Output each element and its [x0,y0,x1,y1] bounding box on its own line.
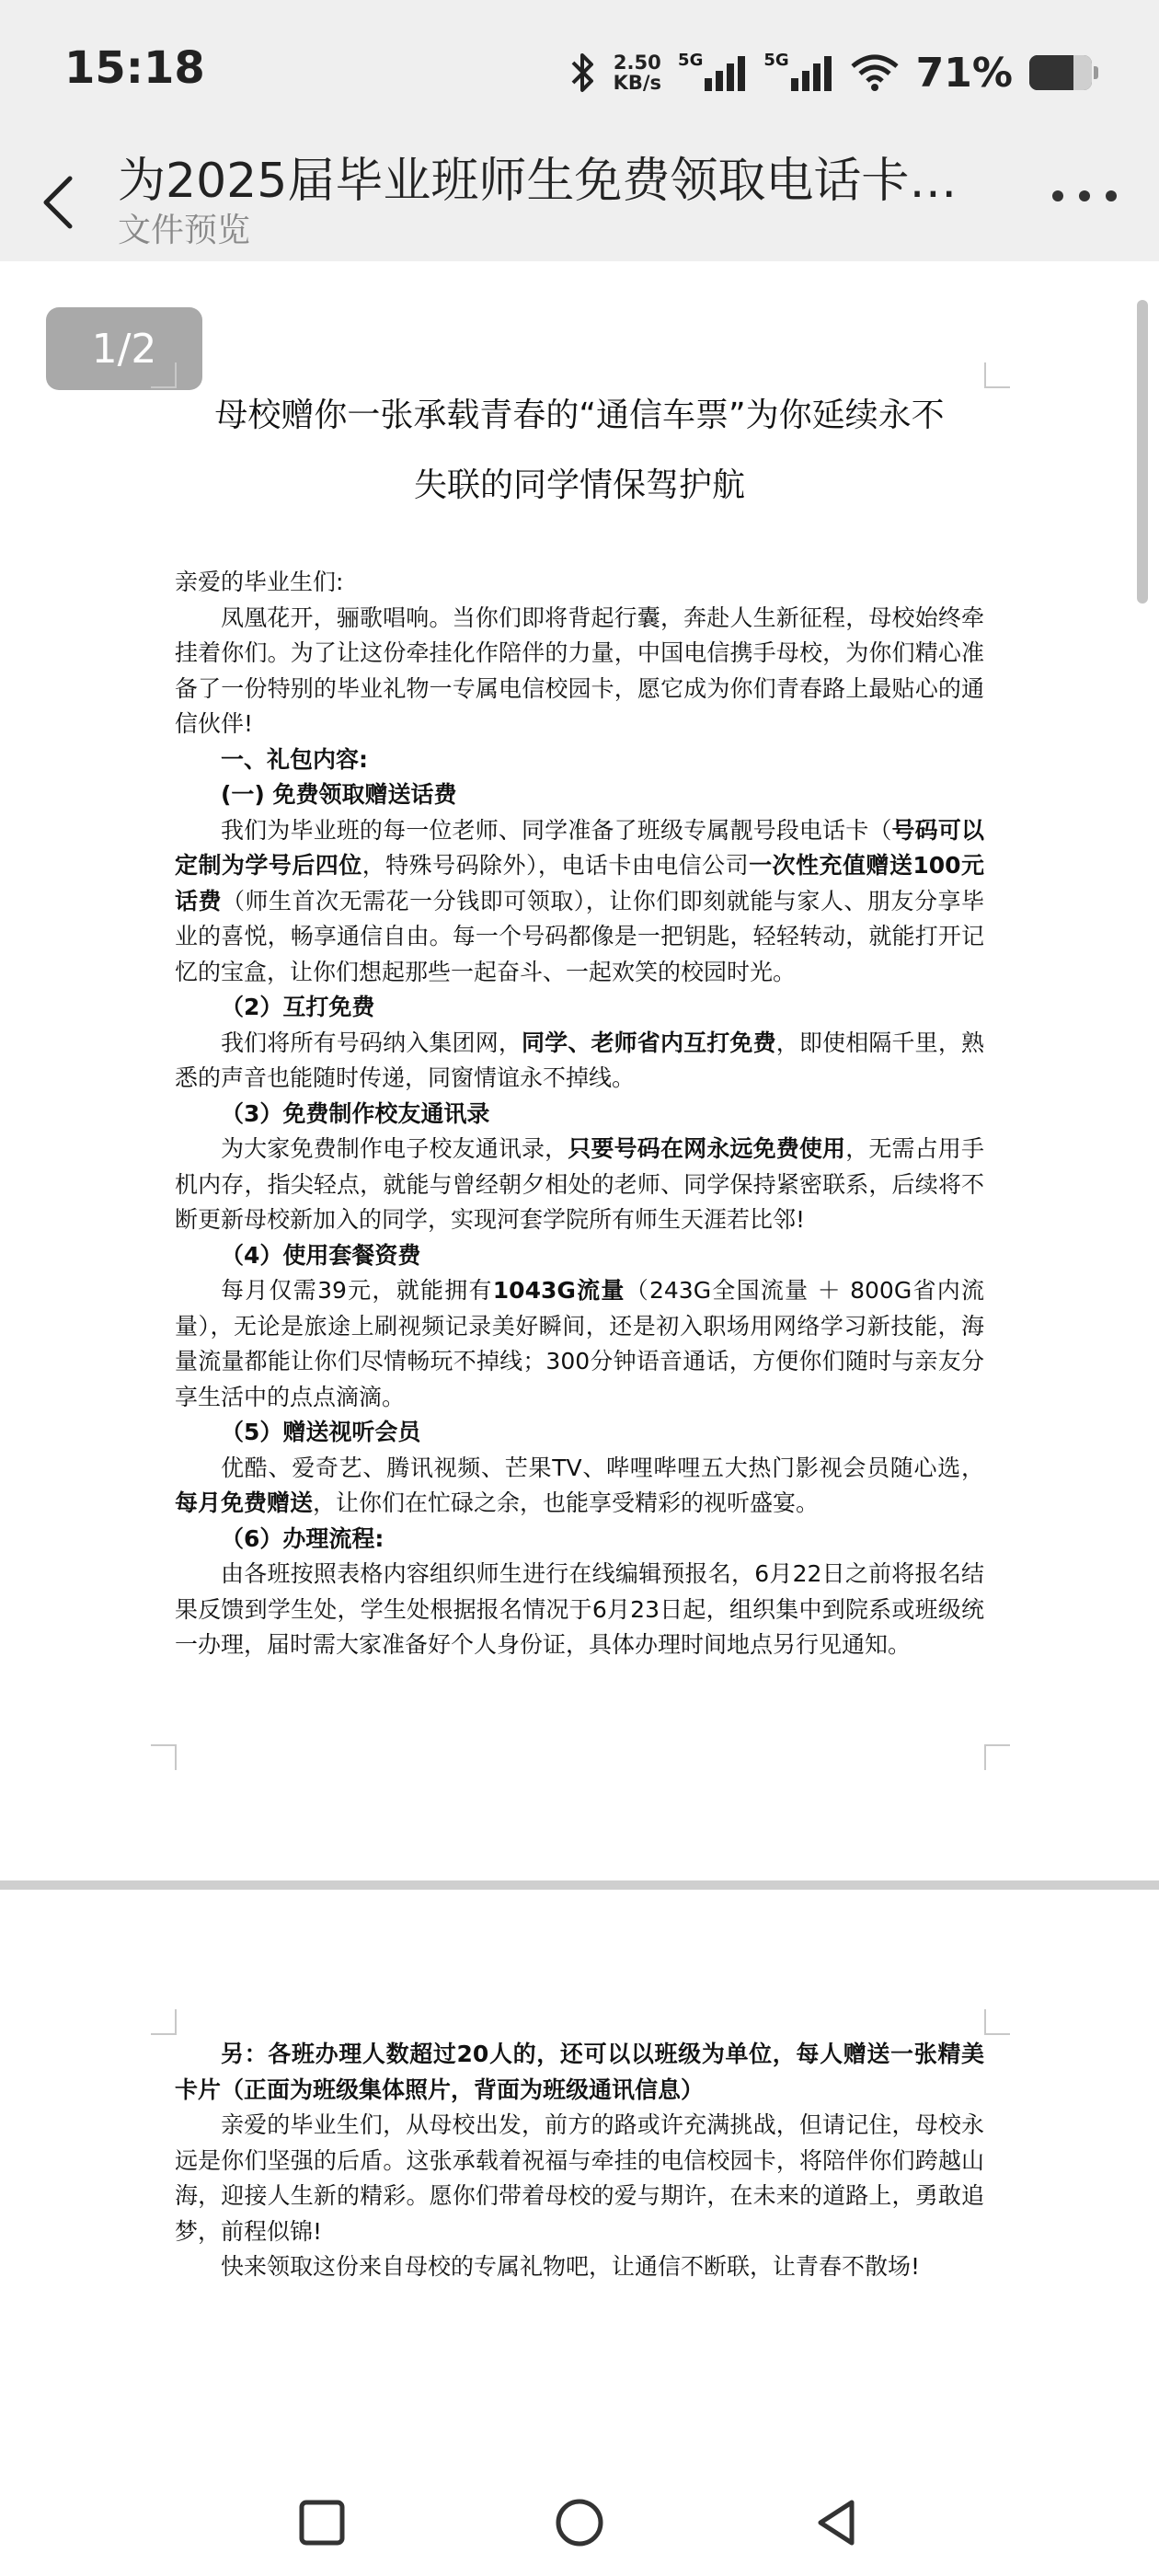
triangle-back-icon [809,2495,865,2550]
document-subtitle: 文件预览 [118,212,251,249]
intro-paragraph: 凤凰花开，骊歌唱响。当你们即将背起行囊，奔赴人生新征程，母校始终牵挂着你们。为了让这份牵挂化作陪伴的力量，中国电信携手母校，为你们精心准备了一份特别的毕业礼物一专属电信校园卡，愿它成为你们青春路上最贴心的通信伙伴! [175,604,984,737]
item2-title: （2）互打免费 [221,994,375,1020]
closing-line: 快来领取这份来自母校的专属礼物吧，让通信不断联，让青春不散场! [221,2253,921,2280]
more-dots-icon [1079,190,1090,201]
crop-mark [151,2009,177,2035]
back-arrow-icon [33,164,88,237]
more-button[interactable] [1052,182,1117,210]
signal-label-1: 5G [678,51,704,70]
status-icons [569,40,1098,105]
item5-title: （5）赠送视听会员 [221,1419,421,1445]
scrollbar[interactable] [1137,300,1148,604]
page2-body [175,2037,984,2285]
item4-title: （4）使用套餐资费 [221,1241,421,1269]
page-separator [0,1880,1159,1890]
item6-title: （6）办理流程: [221,1524,384,1552]
item1-paragraph: 我们为毕业班的每一位老师、同学准备了班级专属靓号段电话卡（号码可以定制为学号后四位，特殊号码除外），电话卡由电信公司一次性充值赠送100元话费（师生首次无需花一分钱即可领取），让你们即刻就能与家人、朋友分享毕业的喜悦，畅享通信自由。每一个号码都像是一把钥匙，轻轻转动，就能打开记忆的宝盒，让你们想起那些一起奋斗、一起欢笑的校园时光。 [175,816,984,985]
item4-paragraph: 每月仅需39元，就能拥有1043G流量（243G全国流量 ＋ 800G省内流量），无论是旅途上刷视频记录美好瞬间，还是初入职场用网络学习新技能，海量流量都能让你们尽情畅玩不掉线；300分钟语音通话，方便你们随时与亲友分享生活中的点点滴滴。 [175,1277,985,1410]
nav-back-button[interactable] [809,2495,865,2554]
item5-paragraph: 优酷、爱奇艺、腾讯视频、芒果TV、哔哩哔哩五大热门影视会员随心选，每月免费赠送，让你们在忙碌之余，也能享受精彩的视听盛宴。 [175,1454,984,1516]
greeting: 亲爱的毕业生们: [175,569,344,595]
battery-percent: 71% [915,49,1013,97]
crop-mark [151,1744,177,1770]
crop-mark [151,362,177,388]
page-indicator: 1/2 [46,307,202,390]
document-viewer[interactable] [0,261,1159,2469]
battery-fill [1029,55,1073,90]
app-header [0,138,1159,261]
wifi-icon [850,53,900,92]
document-title: 为2025届毕业班师生免费领取电话卡… [118,154,958,209]
crop-mark [984,362,1010,388]
home-button[interactable] [552,2495,607,2554]
item2-paragraph: 我们将所有号码纳入集团网，同学、老师省内互打免费，即使相隔千里，熟悉的声音也能随时传递，同窗情谊永不掉线。 [175,1029,984,1091]
item3-title: （3）免费制作校友通讯录 [221,1099,490,1127]
back-button[interactable] [33,164,88,237]
item6-paragraph: 由各班按照表格内容组织师生进行在线编辑预报名，6月22日之前将报名结果反馈到学生处，学生处根据报名情况于6月23日起，组织集中到院系或班级统一办理，届时需大家准备好个人身份证，具体办理时间地点另行见通知。 [175,1560,984,1658]
more-dots-icon [1106,190,1117,201]
network-speed [614,52,661,93]
signal-icon [791,54,833,91]
square-icon [294,2495,350,2550]
extra-note: 另：各班办理人数超过20人的，还可以以班级为单位，每人赠送一张精美卡片（正面为班级集体照片，背面为班级通讯信息） [175,2041,984,2103]
signal-group-2 [763,51,832,91]
battery-icon [1029,55,1092,90]
network-speed-value: 2.50 [613,52,661,74]
closing-paragraph: 亲爱的毕业生们，从母校出发，前方的路或许充满挑战，但请记住，母校永远是你们坚强的后盾。这张承载着祝福与牵挂的电信校园卡，将陪伴你们跨越山海，迎接人生新的精彩。愿你们带着母校的爱与期许，在未来的道路上，勇敢追梦，前程似锦! [175,2111,984,2245]
page1-body [175,565,984,1663]
signal-icon [705,54,747,91]
signal-label-2: 5G [763,51,789,70]
item1-title: (一) 免费领取赠送话费 [221,781,457,808]
navigation-bar [0,2469,1159,2576]
crop-mark [984,2009,1010,2035]
more-dots-icon [1052,190,1063,201]
page1-title [175,381,984,521]
battery-empty [1073,55,1092,90]
bluetooth-icon [569,52,597,94]
page1-title-line2: 失联的同学情保驾护航 [413,466,745,504]
page1-title-line1: 母校赠你一张承载青春的“通信车票”为你延续永不 [214,397,945,434]
section-heading: 一、礼包内容: [221,745,368,773]
status-bar [0,0,1159,138]
network-speed-unit: KB/s [613,72,662,94]
recents-button[interactable] [294,2495,350,2554]
signal-group-1 [678,51,747,91]
battery-tip [1094,66,1098,79]
status-time: 15:18 [64,42,205,94]
circle-icon [552,2495,607,2550]
item3-paragraph: 为大家免费制作电子校友通讯录，只要号码在网永远免费使用，无需占用手机内存，指尖轻点，就能与曾经朝夕相处的老师、同学保持紧密联系，后续将不断更新母校新加入的同学，实现河套学院所有师生天涯若比邻! [175,1135,984,1233]
crop-mark [984,1744,1010,1770]
